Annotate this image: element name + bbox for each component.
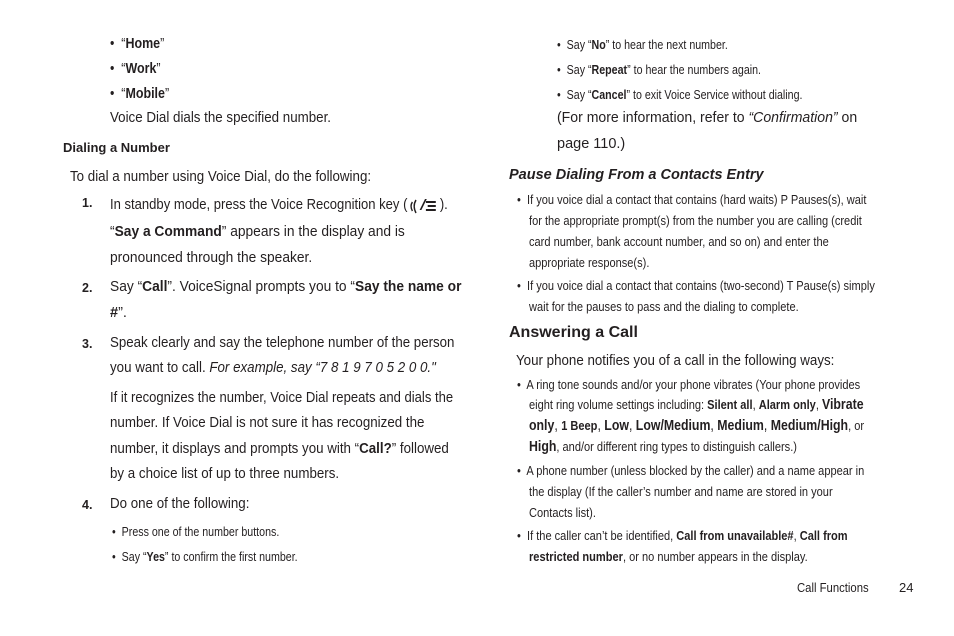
step3-para-line1: If it recognizes the number, Voice Dial repeats and dials the [110, 390, 454, 406]
confirmation-link[interactable]: “Confirmation” [748, 110, 838, 126]
pause-bullet2-line2: wait for the pauses to pass and the dialing to complete. [529, 299, 799, 314]
answer-bullet1-text: A ring tone sounds and/or your phone vibrates (Your phone provides [526, 377, 861, 392]
separator: , [597, 418, 605, 434]
restricted-number-text: restricted number [529, 549, 623, 564]
medium-option: Medium [717, 418, 764, 434]
step-number: 4. [82, 498, 93, 512]
heading-pause-dialing: Pause Dialing From a Contacts Entry [509, 167, 764, 183]
separator: , [710, 418, 718, 434]
step4-bullet1: • Press one of the number buttons. [112, 524, 280, 539]
step4-bullet2-text: Say “ [121, 549, 147, 564]
bullet-mobile: • “Mobile” [110, 86, 170, 102]
answer-bullet3-text: If the caller can’t be identified, [527, 528, 677, 543]
step4-line: Do one of the following: [110, 496, 250, 512]
separator: , [554, 418, 562, 434]
answer-intro: Your phone notifies you of a call in the following ways: [516, 353, 835, 369]
step1-line1 [110, 194, 448, 216]
separator: , [752, 397, 759, 412]
bullet-home-label: Home [125, 36, 161, 52]
one-beep-option: 1 Beep [561, 418, 598, 433]
step3-text: number, it displays and prompts you with “ [110, 441, 360, 457]
bullet-text: Say “ [566, 37, 592, 52]
alarm-only-option: Alarm only [758, 397, 816, 412]
more-info-line1 [557, 110, 857, 126]
step1-text: In standby mode, press the Voice Recognition key ( [110, 196, 408, 213]
step2-text-end: ”. [118, 305, 127, 321]
step-number: 3. [82, 337, 93, 351]
step3-text: you want to call. [110, 360, 210, 376]
voice-dial-line: Voice Dial dials the specified number. [110, 110, 331, 126]
pause-bullet1-line1: • If you voice dial a contact that contains (hard waits) P Pauses(s), wait [517, 192, 867, 207]
bullet-text: Say “ [566, 87, 592, 102]
medium-high-option: Medium/High [770, 418, 849, 434]
footer-section-title: Call Functions [797, 580, 869, 595]
pause-bullet2-text: If you voice dial a contact that contains (two-second) T Pause(s) simply [527, 278, 875, 293]
silent-all-option: Silent all [707, 397, 753, 412]
step1-line2: “Say a Command” appears in the display and is [110, 224, 405, 240]
call-keyword: Call [142, 279, 168, 295]
step3-para-line2: number. If Voice Dial is not sure it has recognized the [110, 415, 425, 431]
answer-bullet1-text: , and/or different ring types to distinguish callers.) [556, 439, 797, 454]
step-number: 1. [82, 196, 93, 210]
step4-bullet2: • Say “Yes” to confirm the first number. [112, 549, 298, 564]
example-number: For example, say “7 8 1 9 7 0 5 2 0 0." [209, 360, 436, 376]
bullet-text: ” to hear the next number. [605, 37, 728, 52]
step3-text: ” followed [391, 441, 449, 457]
say-a-command-text: Say a Command [114, 224, 222, 240]
pause-bullet1-line4: appropriate response(s). [529, 255, 650, 270]
step4-bullet2-text: ” to confirm the first number. [164, 549, 298, 564]
voice-recognition-key-icon [407, 194, 439, 216]
answer-bullet2-line1: • A phone number (unless blocked by the caller) and a name appear in [517, 463, 865, 478]
step3-line1: Speak clearly and say the telephone number of the person [110, 335, 455, 351]
heading-dialing-number: Dialing a Number [63, 140, 170, 155]
step3-para-line3 [110, 441, 449, 457]
step3-line2 [110, 360, 436, 376]
answer-bullet2-line3: Contacts list). [529, 505, 596, 520]
separator: , [793, 528, 800, 543]
step2-line1 [110, 279, 461, 295]
answer-bullet1-line4 [529, 439, 797, 455]
answer-bullet1-line2 [529, 397, 864, 413]
call-from-unavailable-text: Call from unavailable# [676, 528, 794, 543]
step2-line2 [110, 305, 127, 321]
yes-keyword: Yes [146, 549, 165, 564]
answer-bullet3-line2 [529, 549, 808, 564]
low-medium-option: Low/Medium [635, 418, 711, 434]
answer-bullet1-line3 [529, 418, 864, 434]
step1-text-end: ). [439, 196, 448, 213]
step-number: 2. [82, 281, 93, 295]
bullet-work-label: Work [125, 61, 157, 77]
hash-keyword: # [110, 305, 119, 321]
vibrate-only-option: only [529, 418, 555, 434]
bullet-text: Say “ [566, 62, 592, 77]
step2-text: Say “ [110, 279, 143, 295]
bullet-home: • “Home” [110, 36, 165, 52]
repeat-keyword: Repeat [591, 62, 628, 77]
more-info-line2: page 110.) [557, 136, 626, 152]
say-name-prompt: Say the name or [355, 279, 462, 295]
pause-bullet1-line3: card number, bank account number, and so on) and enter the [529, 234, 829, 249]
bullet-text: ” to hear the numbers again. [627, 62, 762, 77]
dialing-intro: To dial a number using Voice Dial, do the following: [70, 169, 372, 185]
answer-bullet2-line2: the display (If the caller’s number and name are stored in your [529, 484, 833, 499]
call-from-text: Call from [799, 528, 848, 543]
more-info-text: on [837, 110, 858, 126]
separator: , or [848, 418, 865, 433]
bullet-mobile-label: Mobile [125, 86, 165, 102]
step4-bullet1-text: Press one of the number buttons. [121, 524, 280, 539]
bullet-say-no: • Say “No” to hear the next number. [557, 37, 728, 52]
heading-answering-call: Answering a Call [509, 324, 638, 341]
page-number: 24 [899, 580, 914, 595]
step3-para-line4: by a choice list of up to three numbers. [110, 466, 340, 482]
cancel-keyword: Cancel [591, 87, 627, 102]
bullet-work: • “Work” [110, 61, 161, 77]
call-question-keyword: Call? [359, 441, 392, 457]
vibrate-option: Vibrate [821, 397, 864, 413]
low-option: Low [604, 418, 629, 434]
pause-bullet1-text: If you voice dial a contact that contains (hard waits) P Pauses(s), wait [527, 192, 867, 207]
step1-line2-rest: ” appears in the display and is [221, 224, 405, 240]
high-option: High [529, 439, 557, 455]
separator: , [815, 397, 822, 412]
more-info-text: (For more information, refer to [557, 110, 749, 126]
separator: , [628, 418, 636, 434]
no-keyword: No [591, 37, 606, 52]
bullet-say-repeat: • Say “Repeat” to hear the numbers again. [557, 62, 762, 77]
answer-bullet3-text: , or no number appears in the display. [622, 549, 808, 564]
bullet-say-cancel: • Say “Cancel” to exit Voice Service without dialing. [557, 87, 803, 102]
pause-bullet2-line1: • If you voice dial a contact that contains (two-second) T Pause(s) simply [517, 278, 875, 293]
answer-bullet2-text: A phone number (unless blocked by the caller) and a name appear in [526, 463, 865, 478]
answer-bullet3-line1: • If the caller can’t be identified, Call from unavailable#, Call from [517, 528, 848, 543]
step1-line3: pronounced through the speaker. [110, 250, 313, 266]
separator: , [763, 418, 771, 434]
bullet-text: ” to exit Voice Service without dialing. [626, 87, 803, 102]
step2-text: ”. VoiceSignal prompts you to “ [167, 279, 356, 295]
answer-bullet1-text: eight ring volume settings including: [529, 397, 708, 412]
answer-bullet1-line1: • A ring tone sounds and/or your phone vibrates (Your phone provides [517, 377, 861, 392]
pause-bullet1-line2: for the appropriate prompt(s) from the number you are calling (credit [529, 213, 862, 228]
